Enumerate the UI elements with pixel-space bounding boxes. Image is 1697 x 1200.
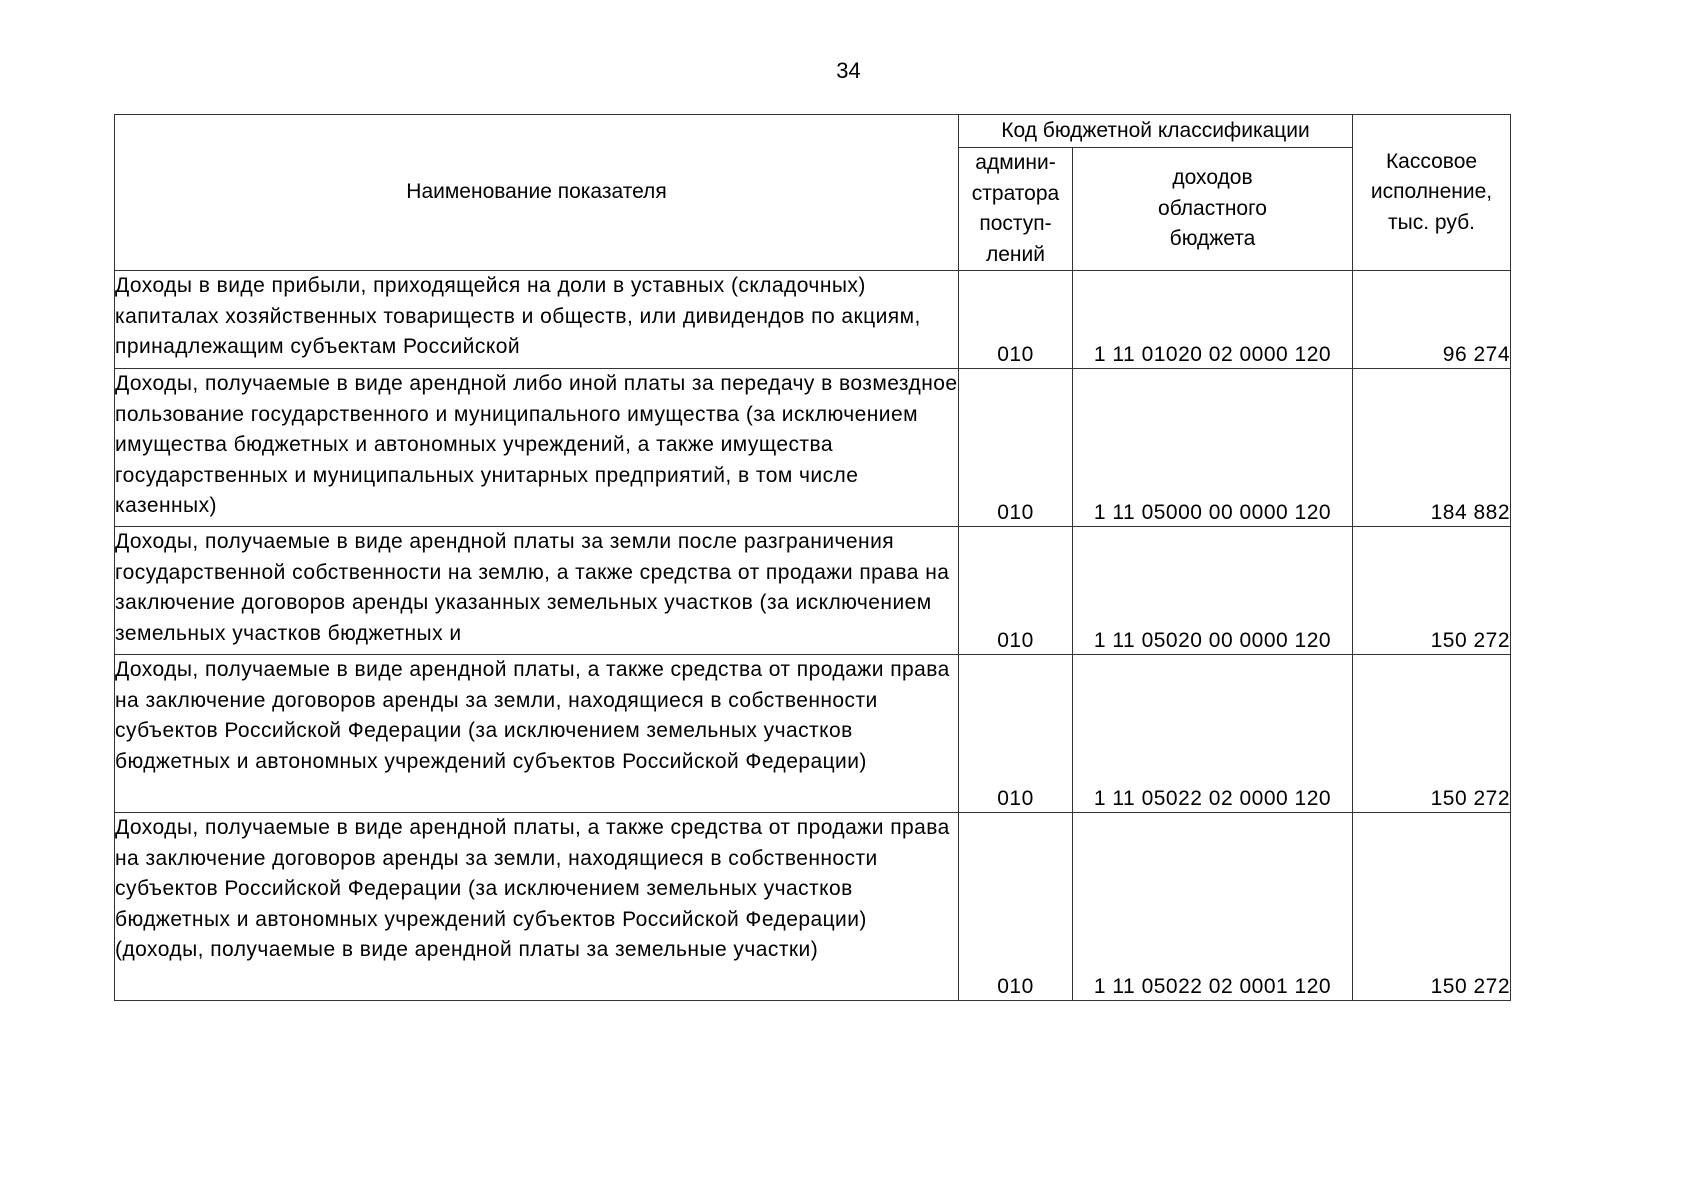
row-income-code: 1 11 05022 02 0001 120 [1073, 813, 1353, 1001]
row-name-cell [115, 655, 959, 813]
table-row [115, 813, 1511, 1001]
row-income-code: 1 11 05000 00 0000 120 [1073, 369, 1353, 527]
header-name: Наименование показателя [115, 115, 959, 271]
row-name: Доходы, получаемые в виде арендной либо иной платы за передачу в возмездное пользование государственного и муниципального имущества (за исключением имущества бюджетных и автономных учреждений, а также имущества государственных и муниципальных унитарных предприятий, в том числе казенных) [115, 372, 958, 517]
header-code-group: Код бюджетной классификации [959, 115, 1353, 148]
row-amount: 96 274 [1353, 271, 1511, 369]
header-admin-text: админи- стратора поступ- лений [971, 151, 1060, 266]
row-admin: 010 [959, 655, 1073, 813]
row-name: Доходы, получаемые в виде арендной платы, а также средства от продажи права на заключение договоров аренды за земли, находящиеся в собственности субъектов Российской Федерации (за исключением земельных участков бюджетных и автономных учреждений субъектов Российской Федерации) [115, 658, 950, 773]
row-income-code: 1 11 01020 02 0000 120 [1073, 271, 1353, 369]
table-row [115, 369, 1511, 527]
row-admin: 010 [959, 369, 1073, 527]
row-admin: 010 [959, 527, 1073, 655]
table-row [115, 271, 1511, 369]
header-income [1073, 148, 1353, 271]
row-name-cell [115, 527, 959, 655]
header-admin [959, 148, 1073, 271]
row-admin: 010 [959, 271, 1073, 369]
row-name-cell [115, 813, 959, 1001]
budget-table [114, 114, 1511, 1001]
row-name: Доходы в виде прибыли, приходящейся на доли в уставных (складочных) капиталах хозяйственных товариществ и обществ, или дивидендов по акциям, принадлежащим субъектам Российской [115, 274, 921, 358]
header-row-1 [115, 115, 1511, 148]
table-row [115, 655, 1511, 813]
row-name-cell [115, 369, 959, 527]
page-number: 34 [836, 58, 861, 83]
row-name: Доходы, получаемые в виде арендной платы, а также средства от продажи права на заключение договоров аренды за земли, находящиеся в собственности субъектов Российской Федерации (за исключением земельных участков бюджетных и автономных учреждений субъектов Российской Федерации) (доходы, получаемые в виде арендной платы за земельные участки) [115, 816, 950, 961]
table-row [115, 527, 1511, 655]
row-name-cell [115, 271, 959, 369]
row-amount: 150 272 [1353, 527, 1511, 655]
header-cash-text: Кассовое исполнение, тыс. руб. [1370, 149, 1493, 234]
row-amount: 150 272 [1353, 813, 1511, 1001]
header-cash [1353, 115, 1511, 271]
row-amount: 150 272 [1353, 655, 1511, 813]
row-admin: 010 [959, 813, 1073, 1001]
row-amount: 184 882 [1353, 369, 1511, 527]
row-income-code: 1 11 05022 02 0000 120 [1073, 655, 1353, 813]
row-income-code: 1 11 05020 00 0000 120 [1073, 527, 1353, 655]
header-income-text: доходов областного бюджета [1158, 166, 1267, 251]
row-name: Доходы, получаемые в виде арендной платы за земли после разграничения государственной собственности на землю, а также средства от продажи права на заключение договоров аренды указанных земельных участков (за исключением земельных участков бюджетных и [115, 530, 950, 645]
